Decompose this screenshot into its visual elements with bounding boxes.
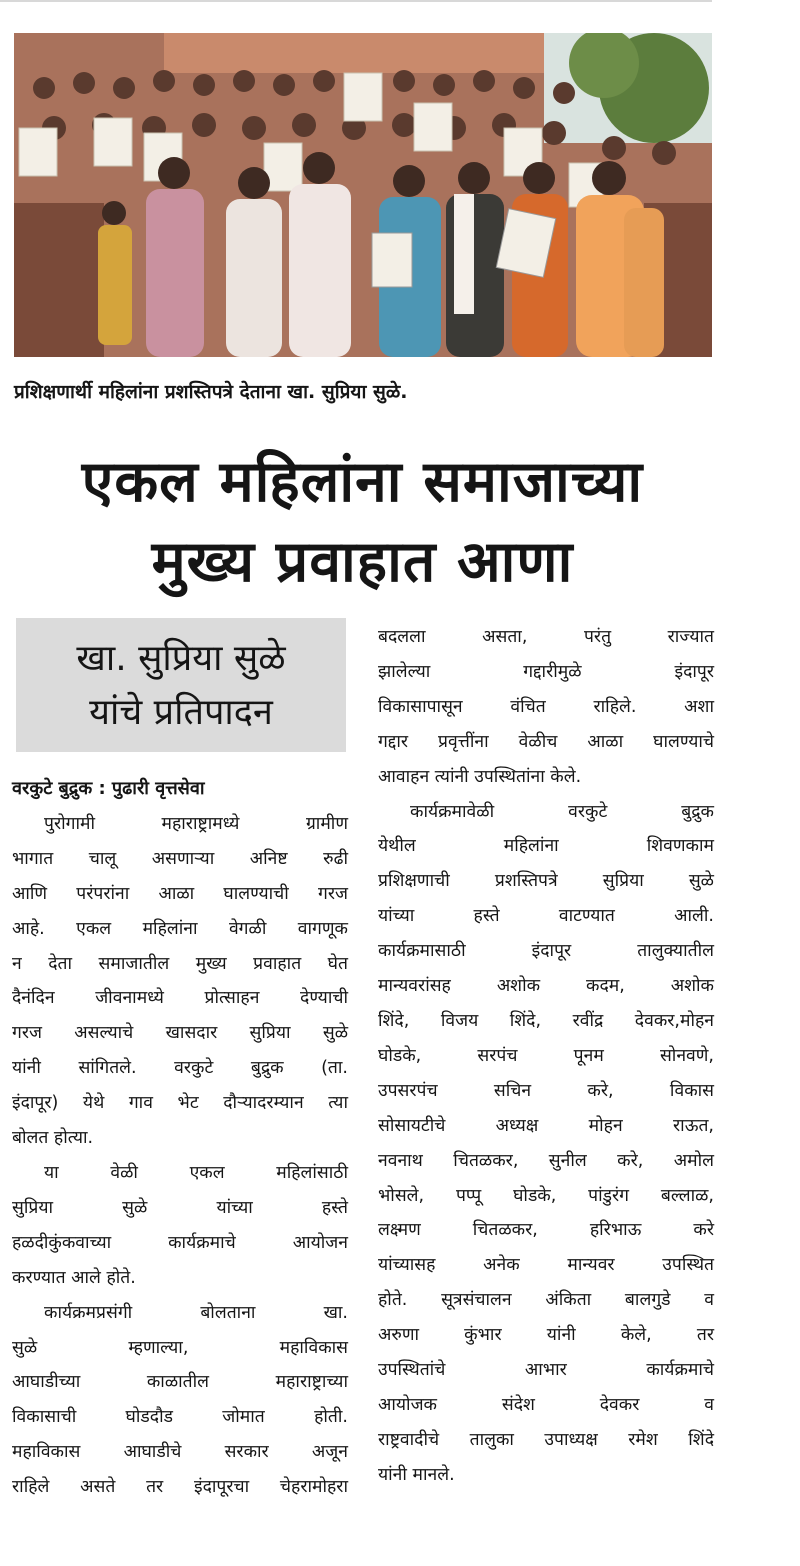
text-line: अरुणा कुंभार यांनी केले, तर <box>378 1325 714 1346</box>
headline-line-2: मुख्य प्रवाहात आणा <box>151 529 574 595</box>
article-column-2 <box>378 620 714 1493</box>
text-line: गद्दार प्रवृत्तींना वेळीच आळा घालण्याचे <box>378 731 714 752</box>
text-line: उपस्थितांचे आभार कार्यक्रमाचे <box>378 1360 714 1381</box>
text-line: कार्यक्रमासाठी इंदापूर तालुक्यातील <box>378 941 714 962</box>
text-line: प्रशिक्षणाची प्रशस्तिपत्रे सुप्रिया सुळे <box>378 871 714 892</box>
text-line: करण्यात आले होते. <box>12 1267 136 1288</box>
text-line: भागात चालू असणाऱ्या अनिष्ट रुढी <box>12 848 348 869</box>
text-line: होते. सूत्रसंचालन अंकिता बालगुडे व <box>378 1290 714 1311</box>
text-line: आहे. एकल महिलांना वेगळी वागणूक <box>12 918 348 939</box>
text-line: गरज असल्याचे खासदार सुप्रिया सुळे <box>12 1023 348 1044</box>
text-line: आयोजक संदेश देवकर व <box>378 1394 714 1415</box>
headline-line-1: एकल महिलांना समाजाच्या <box>81 449 644 515</box>
text-line: उपसरपंच सचिन करे, विकास <box>378 1080 714 1101</box>
text-line: दैनंदिन जीवनामध्ये प्रोत्साहन देण्याची <box>12 988 348 1009</box>
text-line: आघाडीच्या काळातील महाराष्ट्राच्या <box>12 1372 348 1393</box>
news-photo <box>14 33 712 357</box>
text-line: महाविकास आघाडीचे सरकार अजून <box>12 1442 348 1463</box>
headline <box>0 442 725 602</box>
text-line: बदलला असता, परंतु राज्यात <box>378 627 714 647</box>
text-line: सुळे म्हणाल्या, महाविकास <box>12 1337 348 1358</box>
text-line: पुरोगामी महाराष्ट्रामध्ये ग्रामीण <box>44 813 348 834</box>
text-line: बोलत होत्या. <box>12 1128 94 1149</box>
subheadline-line-2: यांचे प्रतिपादन <box>89 692 273 733</box>
text-line: या वेळी एकल महिलांसाठी <box>44 1162 348 1183</box>
text-line: शिंदे, विजय शिंदे, रवींद्र देवकर,मोहन <box>378 1010 714 1031</box>
text-line: यांच्यासह अनेक मान्यवर उपस्थित <box>378 1255 714 1276</box>
text-line: यांच्या हस्ते वाटण्यात आली. <box>378 906 714 927</box>
text-line: सुप्रिया सुळे यांच्या हस्ते <box>12 1197 348 1218</box>
text-line: येथील महिलांना शिवणकाम <box>378 836 714 857</box>
text-line: आवाहन त्यांनी उपस्थितांना केले. <box>378 766 582 787</box>
text-line: हळदीकुंकवाच्या कार्यक्रमाचे आयोजन <box>12 1232 348 1253</box>
text-line: राहिले असते तर इंदापूरचा चेहरामोहरा <box>12 1477 348 1498</box>
text-line: कार्यक्रमावेळी वरकुटे बुद्रुक <box>410 801 714 822</box>
text-line: सोसायटीचे अध्यक्ष मोहन राऊत, <box>378 1115 714 1136</box>
top-rule <box>0 0 712 2</box>
text-line: यांनी सांगितले. वरकुटे बुद्रुक (ता. <box>12 1058 348 1079</box>
group-photo-icon <box>14 33 712 357</box>
text-line: न देता समाजातील मुख्य प्रवाहात घेत <box>12 953 348 974</box>
text-line: कार्यक्रमप्रसंगी बोलताना खा. <box>44 1302 348 1323</box>
text-line: भोसले, पप्पू घोडके, पांडुरंग बल्लाळ, <box>378 1185 714 1206</box>
text-line: नवनाथ चितळकर, सुनील करे, अमोल <box>378 1150 714 1171</box>
text-line: झालेल्या गद्दारीमुळे इंदापूर <box>378 661 714 682</box>
text-line: घोडके, सरपंच पूनम सोनवणे, <box>378 1045 714 1066</box>
subheadline-line-1: खा. सुप्रिया सुळे <box>76 638 286 679</box>
text-line: राष्ट्रवादीचे तालुका उपाध्यक्ष रमेश शिंदे <box>378 1429 714 1450</box>
article-column-1 <box>12 772 348 1505</box>
text-line: आणि परंपरांना आळा घालण्याची गरज <box>12 883 348 904</box>
text-line: विकासापासून वंचित राहिले. अशा <box>378 696 714 717</box>
text-line: लक्ष्मण चितळकर, हरिभाऊ करे <box>378 1220 714 1241</box>
text-line: मान्यवरांसह अशोक कदम, अशोक <box>378 976 714 997</box>
subheadline-box <box>16 618 346 752</box>
photo-caption: प्रशिक्षणार्थी महिलांना प्रशस्तिपत्रे देताना खा. सुप्रिया सुळे. <box>14 381 408 403</box>
dateline: वरकुटे बुद्रुक : पुढारी वृत्तसेवा <box>12 778 205 799</box>
text-line: विकासाची घोडदौड जोमात होती. <box>12 1407 348 1428</box>
text-line: इंदापूर) येथे गाव भेट दौऱ्यादरम्यान त्या <box>12 1093 348 1114</box>
text-line: यांनी मानले. <box>378 1464 455 1485</box>
